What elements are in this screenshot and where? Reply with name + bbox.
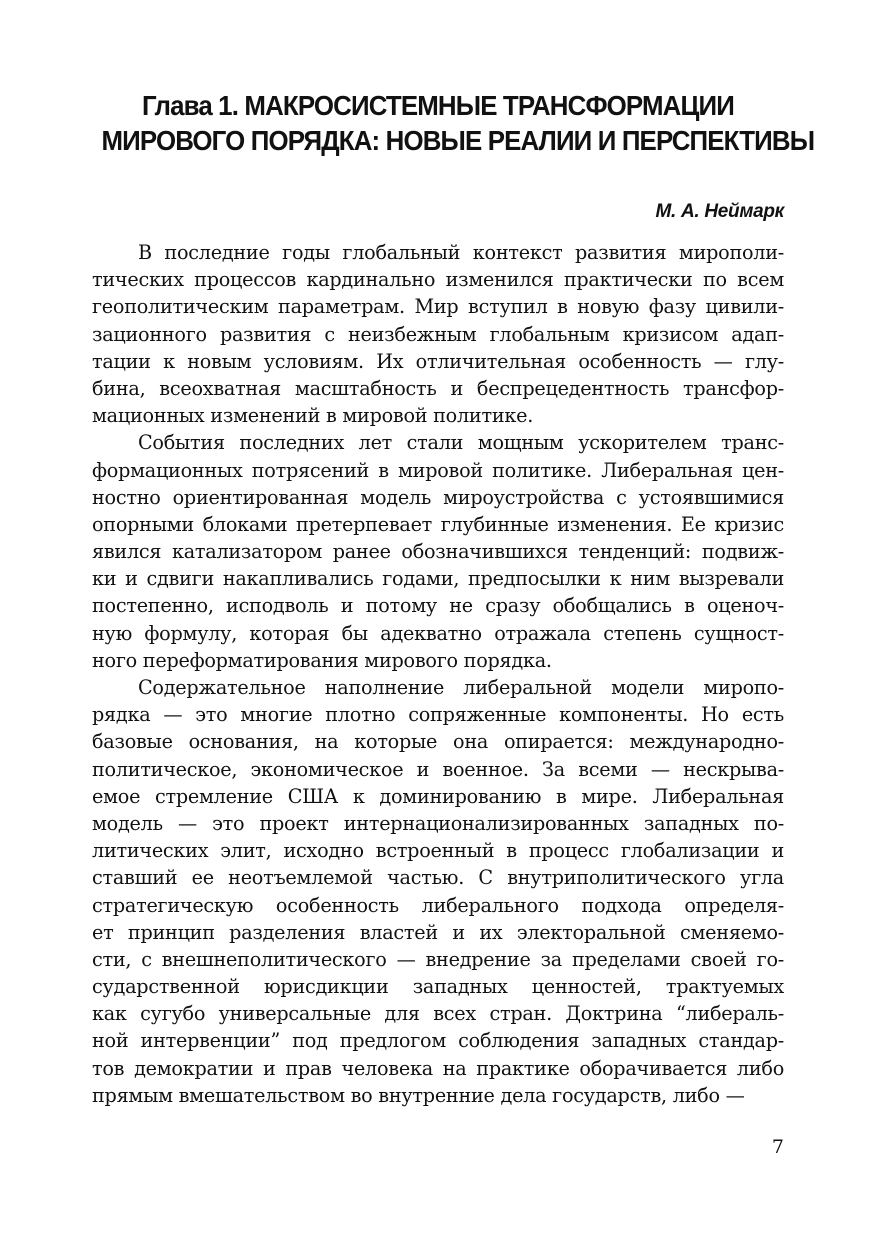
text-line: формационных потрясений в мировой политике. Либеральная цен- bbox=[92, 458, 784, 482]
text-line: опорными блоками претерпевает глубинные изменения. Ее кризис bbox=[92, 512, 784, 536]
text-line: ной интервенции” под предлогом соблюдения западных стандар- bbox=[92, 1029, 784, 1053]
text-line: бина, всеохватная масштабность и беспрецедентность трансфор- bbox=[92, 376, 784, 400]
text-line: постепенно, исподволь и потому не сразу обобщались в оценоч- bbox=[92, 594, 784, 618]
text-line: ного переформатирования мирового порядка. bbox=[92, 648, 552, 672]
text-line: литических элит, исходно встроенный в процесс глобализации и bbox=[92, 839, 784, 863]
text-line: ностно ориентированная модель мироустройства с устоявшимися bbox=[92, 485, 784, 509]
text-line: События последних лет стали мощным ускорителем транс- bbox=[138, 431, 784, 455]
text-line: ную формулу, которая бы адекватно отражала степень сущност- bbox=[92, 621, 784, 645]
paragraph bbox=[92, 674, 784, 1109]
text-line: Содержательное наполнение либеральной модели миропо- bbox=[138, 676, 784, 699]
paragraph bbox=[92, 429, 784, 674]
page-number: 7 bbox=[771, 1136, 784, 1158]
text-line: политическое, экономическое и военное. За всеми — нескрыва- bbox=[92, 757, 784, 781]
text-line: как сугубо универсальные для всех стран. Доктрина “либераль- bbox=[92, 1002, 784, 1026]
body-text bbox=[92, 239, 784, 1109]
text-line: явился катализатором ранее обозначившихся тенденций: подвиж- bbox=[92, 540, 784, 564]
text-line: рядка — это многие плотно сопряженные компоненты. Но есть bbox=[92, 703, 784, 727]
chapter-title-line-1: Глава 1. МАКРОСИСТЕМНЫЕ ТРАНСФОРМАЦИИ bbox=[141, 90, 735, 121]
text-line: сударственной юрисдикции западных ценностей, трактуемых bbox=[92, 975, 784, 999]
text-line: мационных изменений в мировой политике. bbox=[92, 404, 534, 428]
chapter-title-line-2: МИРОВОГО ПОРЯДКА: НОВЫЕ РЕАЛИИ И ПЕРСПЕКТИВЫ bbox=[101, 125, 815, 156]
text-line: геополитическим параметрам. Мир вступил в новую фазу цивили- bbox=[92, 295, 784, 319]
text-line: ки и сдвиги накапливались годами, предпосылки к ним вызревали bbox=[92, 567, 784, 591]
text-line: тации к новым условиям. Их отличительная особенность — глу- bbox=[92, 349, 784, 373]
text-line: модель — это проект интернационализированных западных по- bbox=[92, 811, 784, 835]
text-line: зационного развития с неизбежным глобальным кризисом адап- bbox=[92, 322, 784, 346]
text-line: В последние годы глобальный контекст развития миропoли- bbox=[138, 241, 784, 264]
text-line: тов демократии и прав человека на практике оборачивается либо bbox=[92, 1056, 784, 1080]
text-line: базовые основания, на которые она опирается: международно- bbox=[92, 730, 784, 754]
text-line: прямым вмешательством во внутренние дела государств, либо — bbox=[92, 1083, 745, 1107]
text-line: сти, с внешнеполитического — внедрение за пределами своей го- bbox=[92, 947, 784, 971]
text-line: стратегическую особенность либерального подхода определя- bbox=[92, 893, 784, 917]
paragraph bbox=[92, 239, 784, 429]
author-name: М. А. Неймарк bbox=[655, 201, 784, 222]
chapter-title bbox=[101, 88, 815, 158]
text-line: тических процессов кардинально изменился практически по всем bbox=[92, 268, 784, 292]
text-line: ставший ее неотъемлемой частью. С внутриполитического угла bbox=[92, 866, 784, 890]
text-line: ет принцип разделения властей и их электоральной сменяемо- bbox=[92, 920, 784, 944]
text-line: емое стремление США к доминированию в мире. Либеральная bbox=[92, 784, 784, 808]
